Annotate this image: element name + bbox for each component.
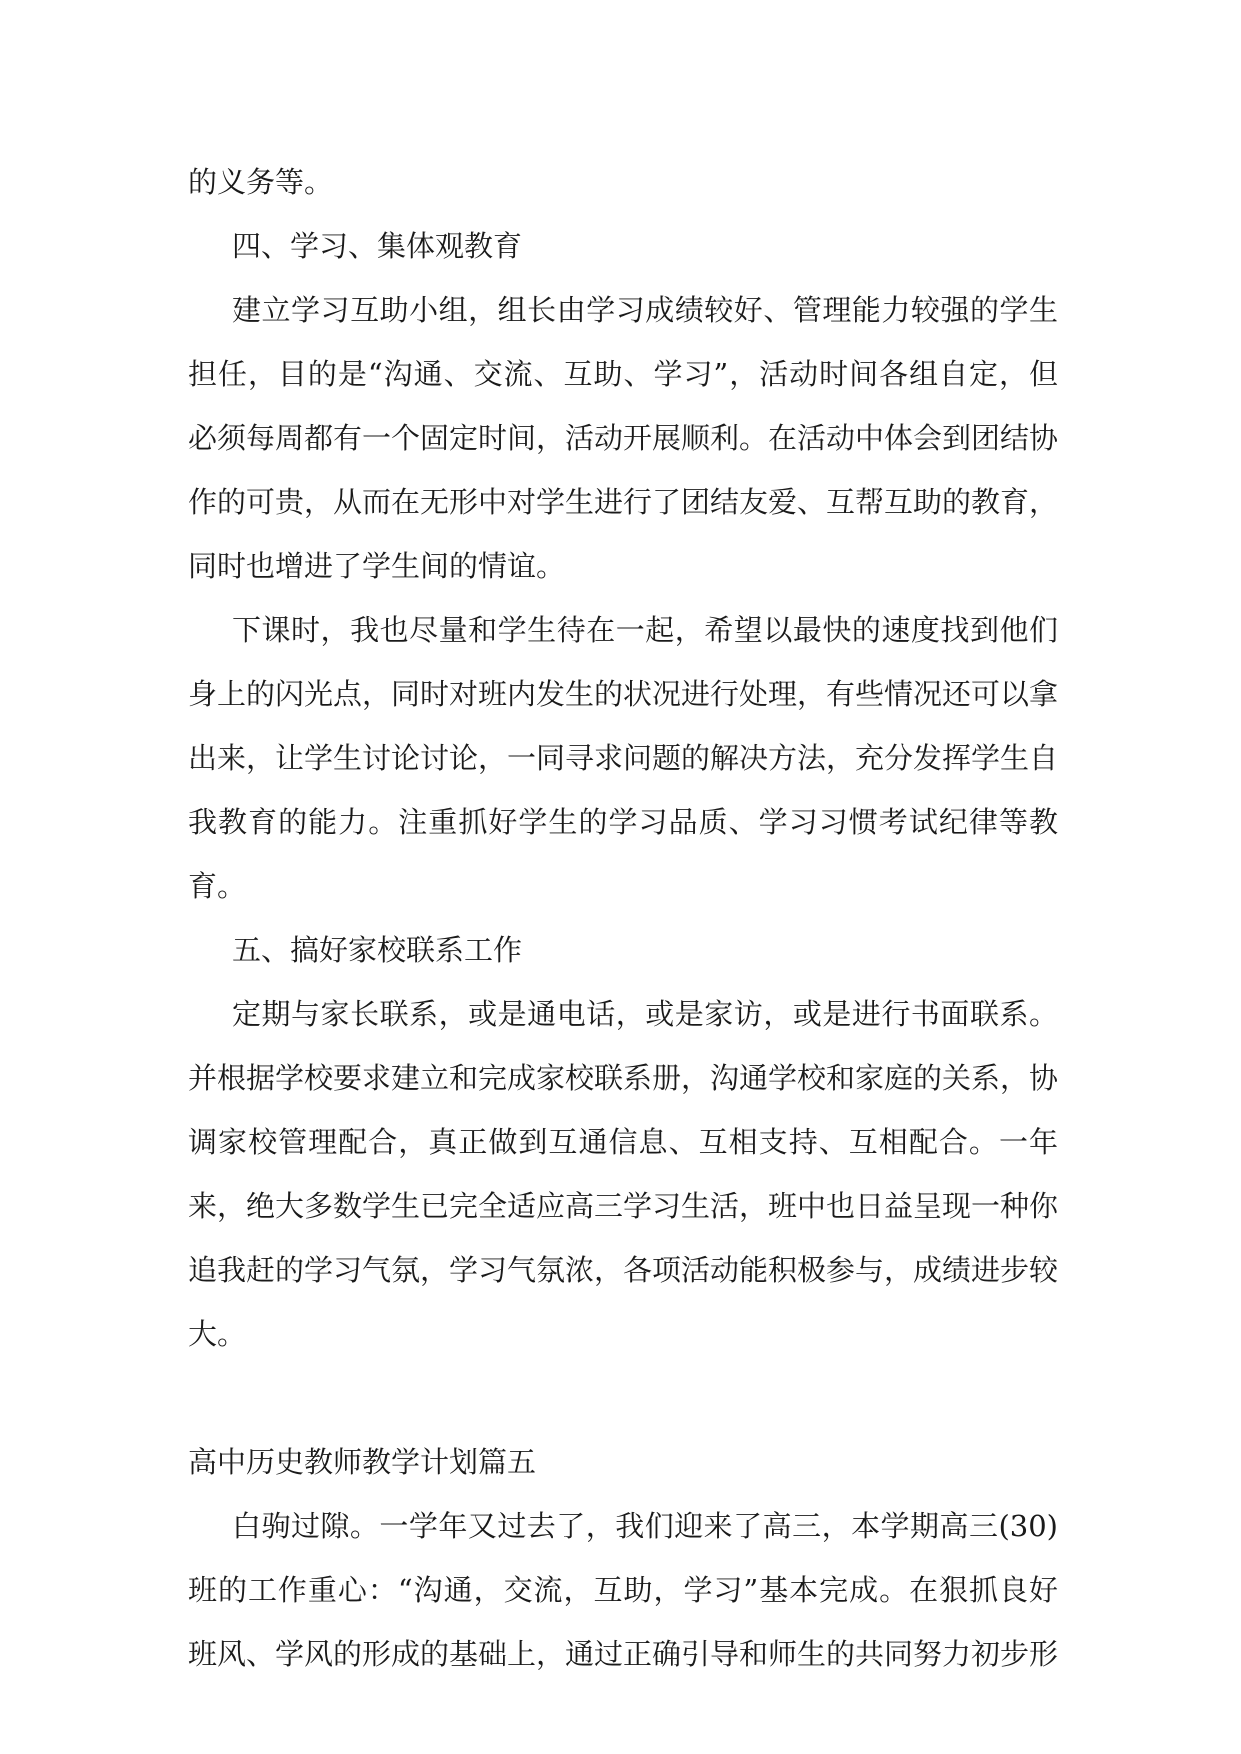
- blank-line: [188, 1366, 1058, 1430]
- article-title: 高中历史教师教学计划篇五: [188, 1445, 537, 1479]
- paragraph-new-semester: 白驹过隙。一学年又过去了，我们迎来了高三，本学期高三(30)班的工作重心：“沟通，交流，互助，学习”基本完成。在狠抓良好班风、学风的形成的基础上，通过正确引导和师生的共同努力初步形: [188, 1509, 1059, 1671]
- paragraph-home-school: 定期与家长联系，或是通电话，或是家访，或是进行书面联系。并根据学校要求建立和完成家校联系册，沟通学校和家庭的关系，协调家校管理配合，真正做到互通信息、互相支持、互相配合。一年来，绝大多数学生已完全适应高三学习生活，班中也日益呈现一种你追我赶的学习气氛，学习气氛浓，各项活动能积极参与，成绩进步较大。: [188, 997, 1059, 1351]
- section-heading-four: 四、学习、集体观教育: [232, 229, 523, 263]
- section-heading-five: 五、搞好家校联系工作: [232, 933, 523, 967]
- paragraph-continuation: 的义务等。: [188, 165, 334, 199]
- paragraph-after-class: 下课时，我也尽量和学生待在一起，希望以最快的速度找到他们身上的闪光点，同时对班内发生的状况进行处理，有些情况还可以拿出来，让学生讨论讨论，一同寻求问题的解决方法，充分发挥学生自我教育的能力。注重抓好学生的学习品质、学习习惯考试纪律等教育。: [188, 613, 1059, 903]
- document-body: [188, 150, 1058, 1686]
- paragraph-study-groups: 建立学习互助小组，组长由学习成绩较好、管理能力较强的学生担任，目的是“沟通、交流、互助、学习”，活动时间各组自定，但必须每周都有一个固定时间，活动开展顺利。在活动中体会到团结协作的可贵，从而在无形中对学生进行了团结友爱、互帮互助的教育，同时也增进了学生间的情谊。: [188, 293, 1059, 583]
